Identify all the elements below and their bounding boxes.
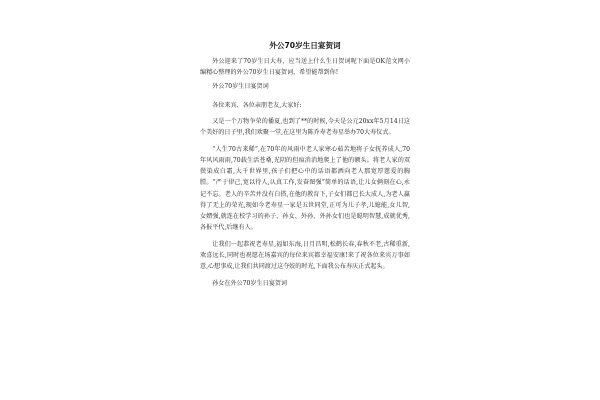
body-paragraph: “人生70古来稀”,在70年的风雨中老人家寒心茹苦地将子女抚养成人,70年风风雨雨,70载生活苍桑,光阴的但痕消消地爬上了他的额头。将老人家的双鬓染成白霜,大千世界里,孩子们把心中的话语都洒向老人那宽厚慈爱的胸膛。“严于律己,宽以待人,认真工作,发奋图强”简单的话语,让儿女俩刻在心,永记不忘。老人的辛苦并没有白搭,在他的教育下,子女们都已长大成人,为老人赢得了无上的荣光,现如今老寿星一家是五世同堂,正可为儿子孝,儿媳能,女儿智,女婿强,就连在校学习的孙子、孙女、外孙、外孙女们也是聪明智慧,成就优秀,各报平代,后继有人。 (200, 145, 410, 232)
body-paragraph: 又是一个万物争荣的播夏,也到了**的时候,今天是公元20xx年5月14日这个美好的日子里,我们欢聚一堂,在这里为陈乔寿老寿星举办70大寿仪式。 (200, 117, 410, 137)
greeting-paragraph: 各位来宾、各位亲朋老友,大家好: (212, 101, 302, 109)
body-paragraph: 让我们一起恭祝老寿星,福如东海,日月昌明,松鹤长春,春秋不老,古稀重新,欢喜远长,同时也祝愿在场嘉宾的每位来宾都幸福安康!来了祝各位来宾万事如意,心想事成,让我们共同渡过这夺姣的时光,下面我公布寿庆正式起头。 (200, 241, 410, 271)
document-body (200, 40, 410, 295)
intro-paragraph: 外公迎来了70岁生日大寿，应当送上什么生日贺词呢下面是OK范文网小编精心整理的外公70岁生日宴贺词，希望能帮到你! (200, 58, 410, 77)
next-section-heading: 孙女在外公70岁生日宴贺词 (212, 280, 287, 288)
document-title: 外公70岁生日宴贺词 (269, 41, 341, 50)
section-heading: 外公70岁生日宴贺词 (212, 83, 269, 91)
